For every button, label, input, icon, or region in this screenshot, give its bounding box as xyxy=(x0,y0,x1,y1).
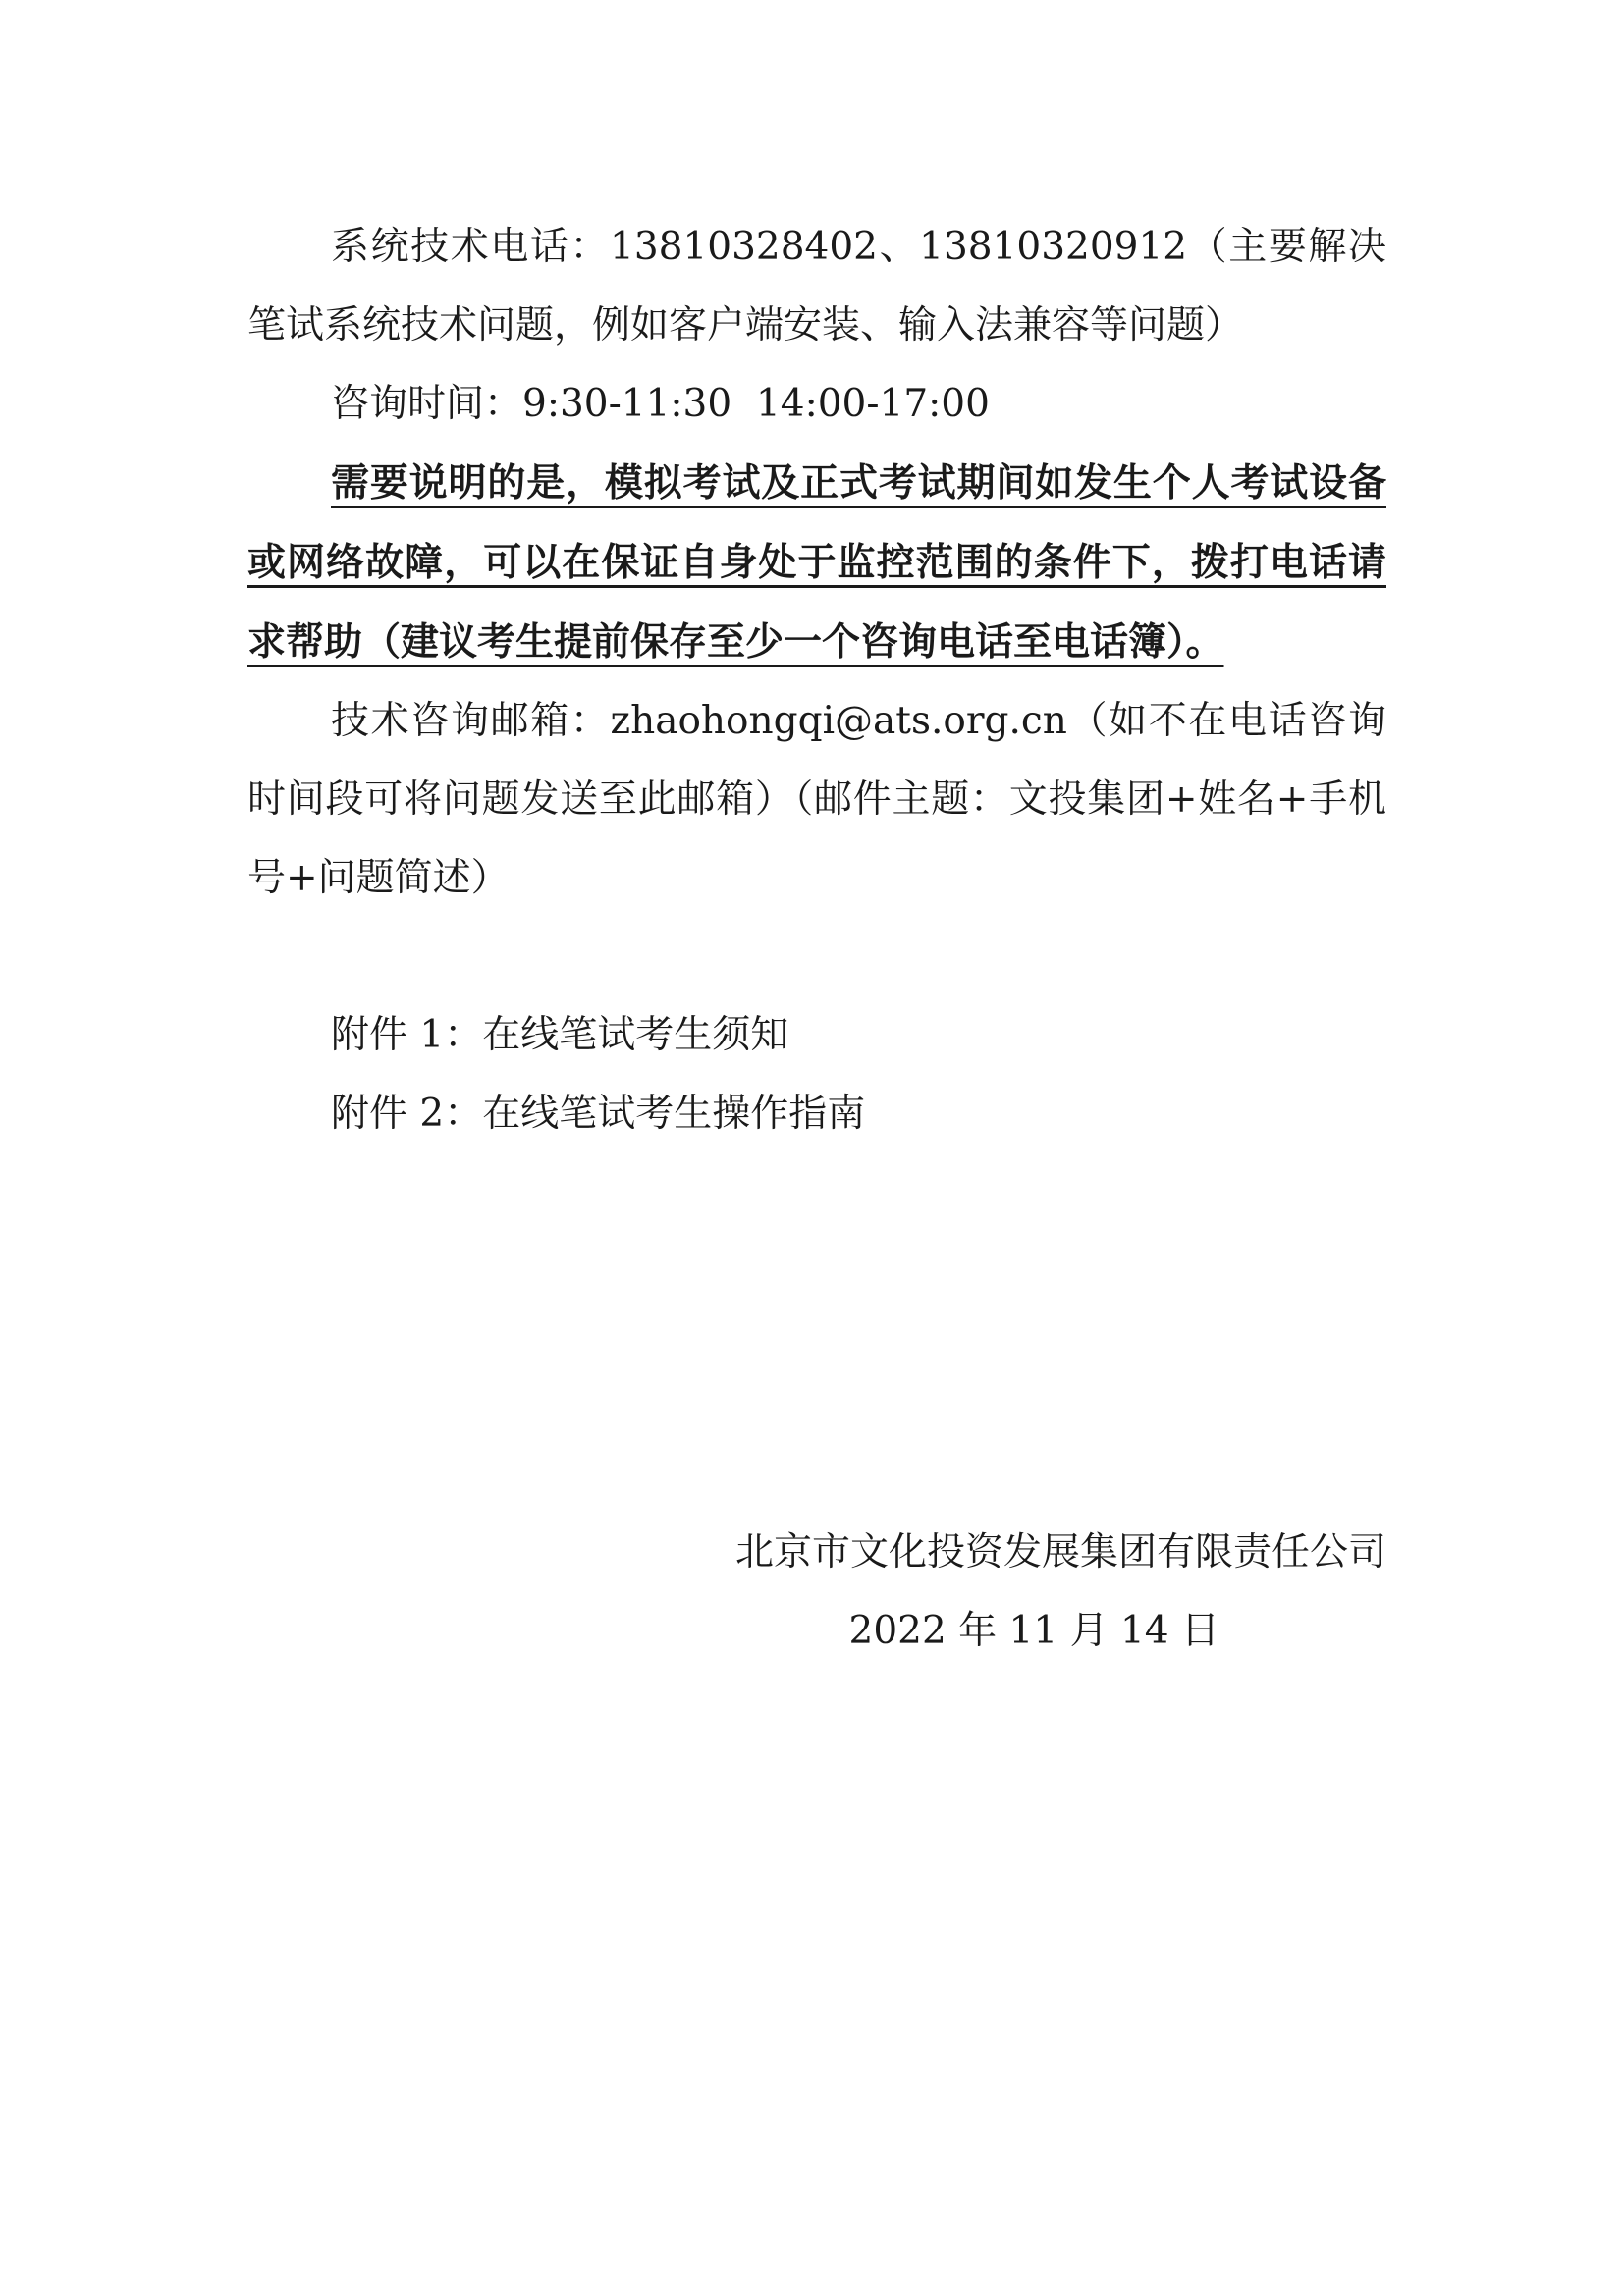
consult-hours: 咨询时间：9:30-11:30 14:00-17:00 xyxy=(331,382,990,426)
signature-block xyxy=(735,1514,1386,1671)
signature-org: 北京市文化投资发展集团有限责任公司 xyxy=(734,1530,1386,1575)
email-paragraph: 技术咨询邮箱：zhaohongqi@ats.org.cn（如不在电话咨询时间段可将问题发送至此邮箱）（邮件主题：文投集团+姓名+手机号+问题简述） xyxy=(247,699,1386,900)
spacer xyxy=(247,918,1386,996)
tech-phone-paragraph: 系统技术电话：13810328402、13810320912（主要解决笔试系统技术问题，例如客户端安装、输入法兼容等问题） xyxy=(247,225,1386,347)
attachment-2: 附件 2：在线笔试考生操作指南 xyxy=(331,1092,866,1136)
notice-text: 需要说明的是，模拟考试及正式考试期间如发生个人考试设备或网络故障，可以在保证自身处于监控范围的条件下，拨打电话请求帮助（建议考生提前保存至少一个咨询电话至电话簿）。 xyxy=(247,460,1386,665)
attachment-1: 附件 1：在线笔试考生须知 xyxy=(331,1013,789,1057)
document-body xyxy=(247,208,1386,1153)
signature-date: 2022 年 11 月 14 日 xyxy=(848,1609,1219,1653)
notice-paragraph xyxy=(247,444,1386,682)
